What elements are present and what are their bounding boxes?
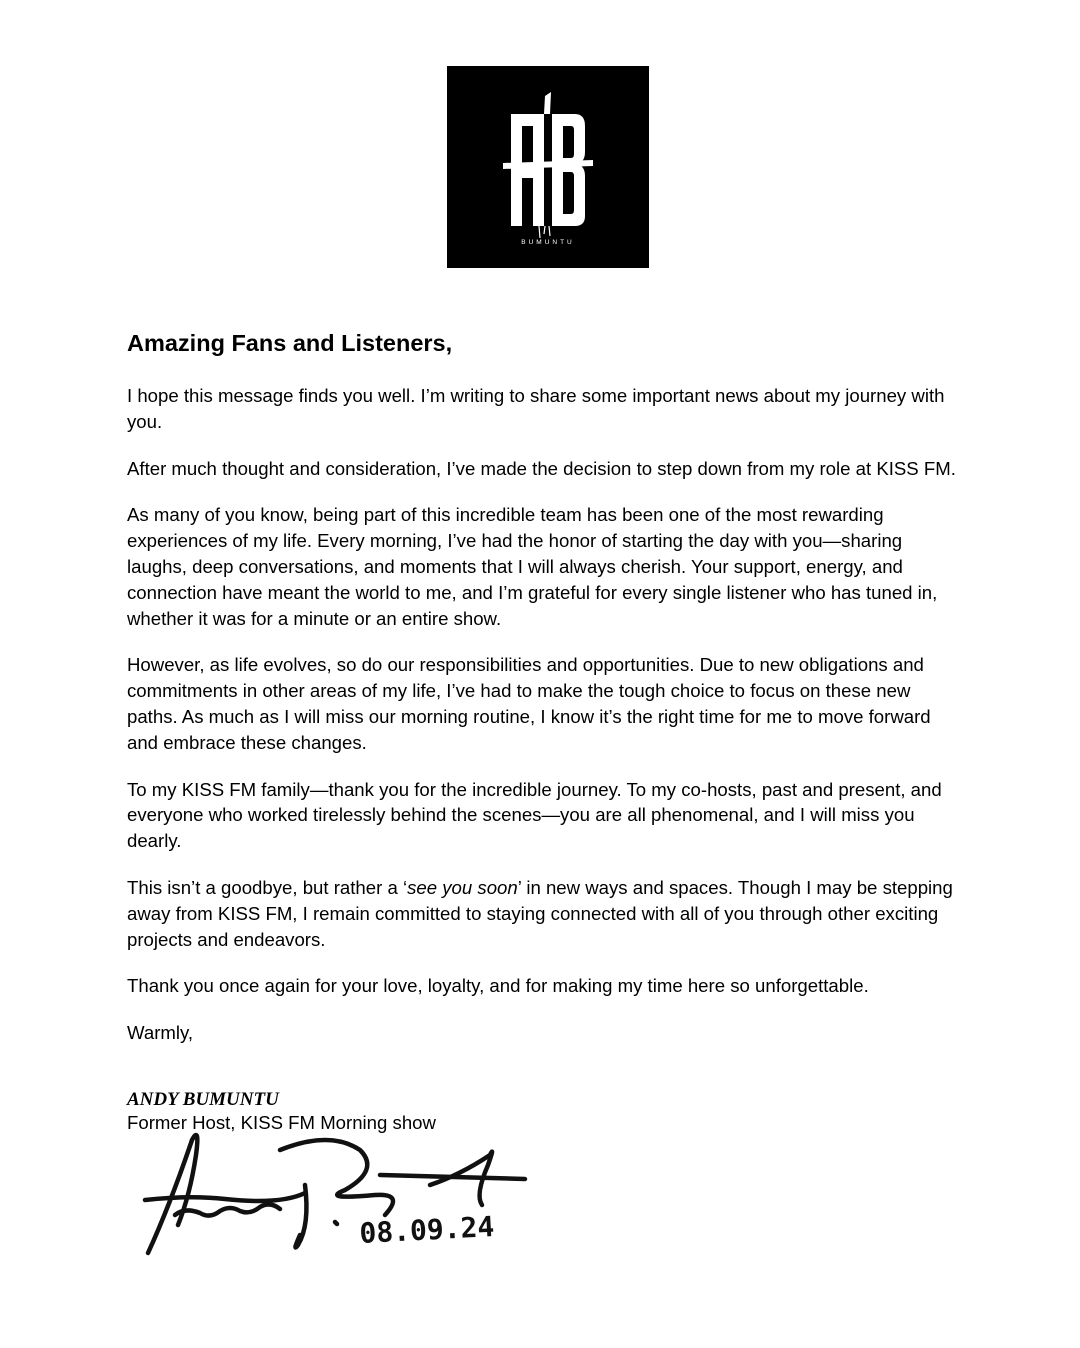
closing: Warmly,	[127, 1022, 194, 1044]
ab-monogram-icon	[447, 66, 649, 268]
paragraph-1: I hope this message finds you well. I’m writing to share some important news about my journey with you.	[127, 385, 945, 432]
paragraph-6-start: This isn’t a goodbye, but rather a ‘	[127, 876, 408, 898]
signature-date: 08.09.24	[358, 1209, 496, 1250]
paragraph-6-emphasis: see you soon	[407, 876, 518, 898]
paragraph-2: After much thought and consideration, I’ve made the decision to step down from my role at KISS FM.	[127, 457, 956, 479]
letter-body	[127, 326, 957, 1066]
salutation: Amazing Fans and Listeners,	[127, 330, 453, 356]
paragraph-4: However, as life evolves, so do our responsibilities and opportunities. Due to new obligations and commitments in other areas of my life, I’ve had to make the tough choice to focus on these new paths. As much as I will miss our morning routine, I know it’s the right time for me to move forward and embrace these changes.	[127, 654, 931, 753]
signer-name: ANDY BUMUNTU	[127, 1089, 279, 1110]
paragraph-7: Thank you once again for your love, loyalty, and for making my time here so unforgettable.	[127, 975, 869, 997]
logo-wordmark: BUMUNTU	[521, 239, 575, 246]
paragraph-6-end: ’ in new ways and spaces. Though I may be stepping away from KISS FM, I remain committed to staying connected with all of you through other exciting projects and endeavors.	[127, 876, 953, 950]
paragraph-3: As many of you know, being part of this incredible team has been one of the most rewarding experiences of my life. Every morning, I’ve had the honor of starting the day with you—sharing laughs, deep conversations, and moments that I will always cherish. Your support, energy, and connection have meant the world to me, and I’m grateful for every single listener who has tuned in, whether it was for a minute or an entire show.	[127, 504, 938, 629]
paragraph-6	[127, 875, 957, 952]
paragraph-5: To my KISS FM family—thank you for the incredible journey. To my co-hosts, past and present, and everyone who worked tirelessly behind the scenes—you are all phenomenal, and I will miss you dearly.	[127, 778, 942, 852]
handwritten-signature	[130, 1115, 550, 1265]
signer-title: Former Host, KISS FM Morning show	[127, 1112, 436, 1133]
brand-logo	[447, 66, 649, 268]
